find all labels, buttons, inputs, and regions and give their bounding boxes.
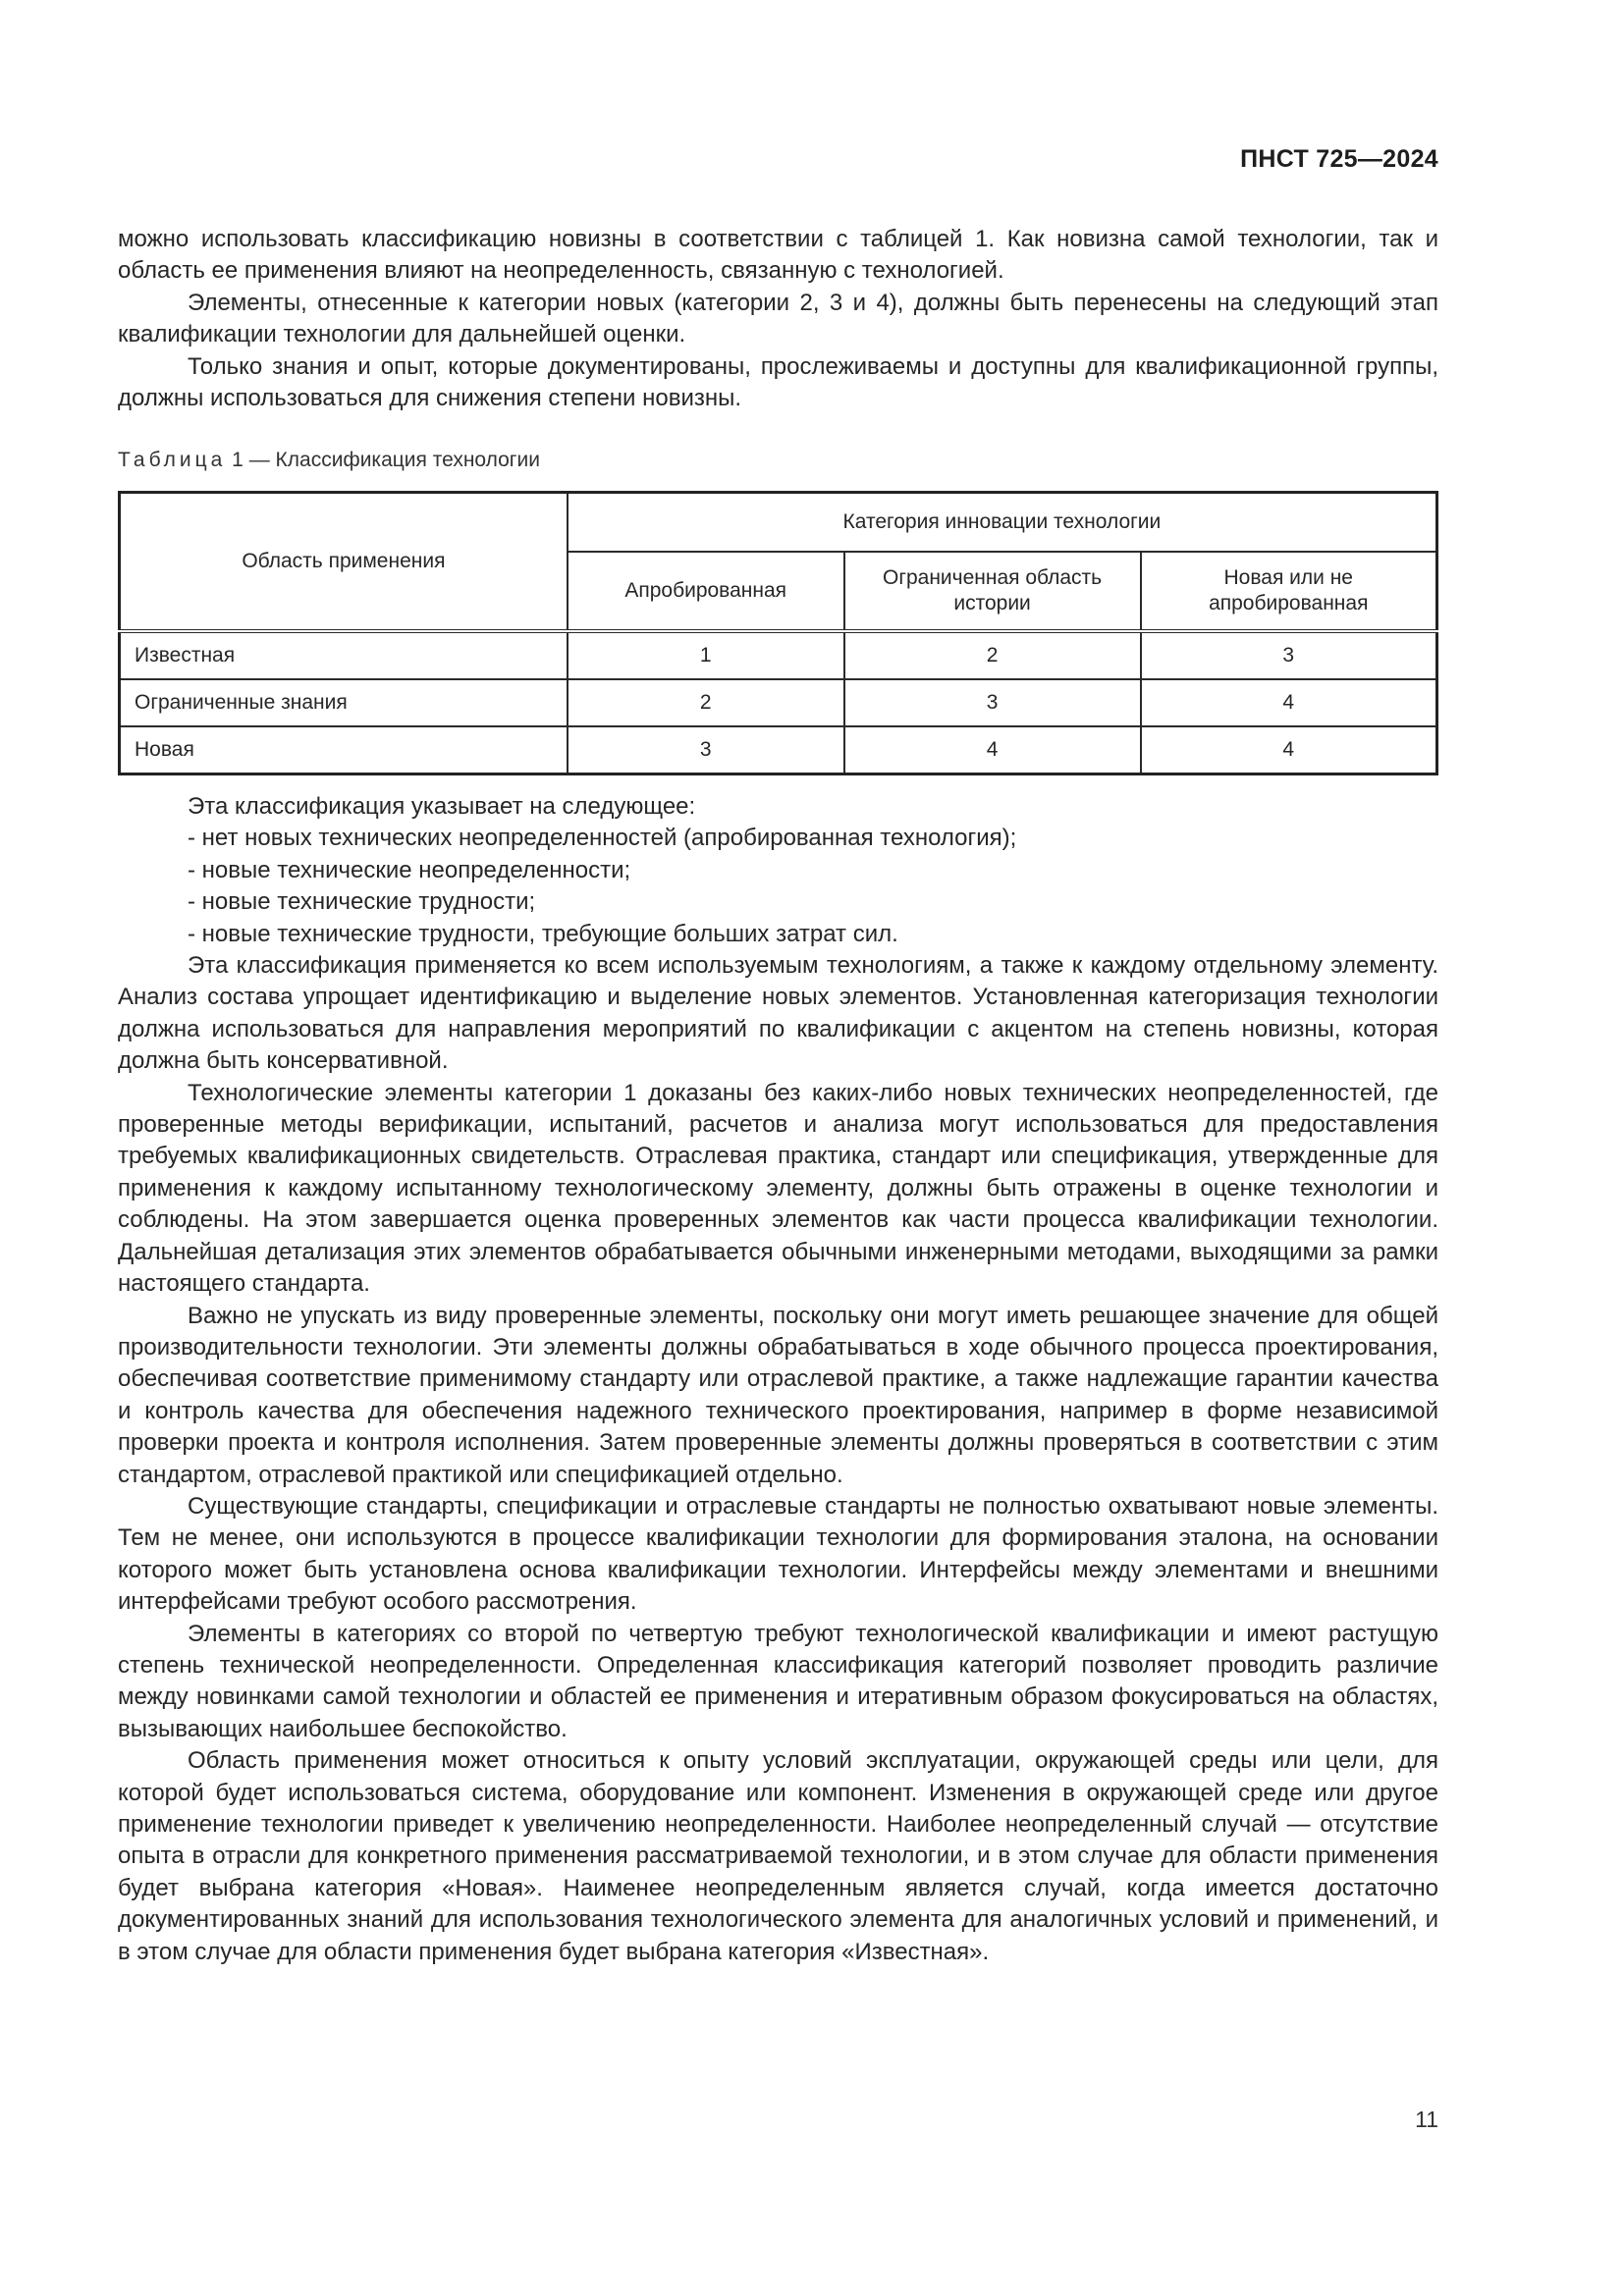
column-header: Ограниченная область истории <box>844 552 1141 631</box>
intro-section <box>118 224 1438 414</box>
paragraph: Существующие стандарты, спецификации и отраслевые стандарты не полностью охватывают новые элементы. Тем не менее, они используются в процессе квалификации технологии для формирования эталона, на основании которого может быть установлена основа квалификации технологии. Интерфейсы между элементами и внешними интерфейсами требуют особого рассмотрения. <box>118 1492 1438 1616</box>
paragraph: Технологические элементы категории 1 доказаны без каких-либо новых технических неопределенностей, где проверенные методы верификации, испытаний, расчетов и анализа могут использоваться для предоставления требуемых квалификационных свидетельств. Отраслевая практика, стандарт или спецификация, утвержденные для применения к каждому испытанному технологическому элементу, должны быть отражены в оценке технологии и соблюдены. На этом завершается оценка проверенных элементов как части процесса квалификации технологии. Дальнейшая детализация этих элементов обрабатывается обычными инженерными методами, выходящими за рамки настоящего стандарта. <box>118 1079 1438 1298</box>
table-caption-prefix: Таблица <box>118 449 227 471</box>
cell-value: 3 <box>568 726 844 774</box>
paragraph: Элементы, отнесенные к категории новых (категории 2, 3 и 4), должны быть перенесены на следующий этап квалификации технологии для дальнейшей оценки. <box>118 289 1438 348</box>
table-row <box>120 631 1437 679</box>
paragraph: можно использовать классификацию новизны в соответствии с таблицей 1. Как новизна самой технологии, так и область ее применения влияют на неопределенность, связанную с технологией. <box>118 226 1438 285</box>
list-item: - новые технические неопределенности; <box>188 856 631 883</box>
row-label: Ограниченные знания <box>120 679 568 726</box>
column-header: Апробированная <box>568 552 844 631</box>
table-row <box>120 679 1437 726</box>
table-row <box>120 726 1437 774</box>
row-label: Известная <box>120 631 568 679</box>
list-item: - новые технические трудности; <box>188 888 536 916</box>
table-caption <box>118 449 540 472</box>
table-caption-title: 1 — Классификация технологии <box>226 449 540 471</box>
paragraph: Только знания и опыт, которые документированы, прослеживаемы и доступны для квалификационной группы, должны использоваться для снижения степени новизны. <box>118 352 1438 412</box>
cell-value: 4 <box>1141 726 1437 774</box>
cell-value: 3 <box>1141 631 1437 679</box>
paragraph: Эта классификация применяется ко всем используемым технологиям, а также к каждому отдельному элементу. Анализ состава упрощает идентификацию и выделение новых элементов. Установленная категоризация технологии должна использоваться для направления мероприятий по квалификации с акцентом на степень новизны, которая должна быть консервативной. <box>118 952 1438 1075</box>
paragraph: Область применения может относиться к опыту условий эксплуатации, окружающей среды или цели, для которой будет использоваться система, оборудование или компонент. Изменения в окружающей среде или другое применение технологии приведет к увеличению неопределенности. Наиболее неопределенный случай — отсутствие опыта в отрасли для конкретного применения рассматриваемой технологии, и в этом случае для области применения будет выбрана категория «Новая». Наименее неопределенным является случай, когда имеется достаточно документированных знаний для использования технологического элемента для аналогичных условий и применений, и в этом случае для области применения будет выбрана категория «Известная». <box>118 1747 1438 1965</box>
group-header: Категория инновации технологии <box>568 493 1437 553</box>
document-id-header: ПНСТ 725—2024 <box>1240 145 1438 173</box>
column-header: Новая или не апробированная <box>1141 552 1437 631</box>
main-section <box>118 791 1438 1968</box>
row-label: Новая <box>120 726 568 774</box>
paragraph: Элементы в категориях со второй по четвертую требуют технологической квалификации и имеют растущую степень технической неопределенности. Определенная классификация категорий позволяет проводить различие между новинками самой технологии и областей ее применения и итеративным образом фокусироваться на областях, вызывающих наибольшее беспокойство. <box>118 1620 1438 1742</box>
page-number: 11 <box>1415 2107 1438 2132</box>
list-intro: Эта классификация указывает на следующее: <box>188 793 696 820</box>
list-item: - новые технические трудности, требующие больших затрат сил. <box>188 920 898 947</box>
cell-value: 3 <box>844 679 1141 726</box>
paragraph: Важно не упускать из виду проверенные элементы, поскольку они могут иметь решающее значение для общей производительности технологии. Эти элементы должны обрабатываться в ходе обычного процесса проектирования, обеспечивая соответствие применимому стандарту или отраслевой практике, а также надлежащие гарантии качества и контроль качества для обеспечения надежного технического проектирования, например в форме независимой проверки проекта и контроля исполнения. Затем проверенные элементы должны проверяться в соответствии с этим стандартом, отраслевой практикой или спецификацией отдельно. <box>118 1302 1438 1488</box>
cell-value: 2 <box>844 631 1141 679</box>
row-header-title: Область применения <box>120 493 568 632</box>
list-item: - нет новых технических неопределенностей (апробированная технология); <box>188 825 1017 852</box>
cell-value: 4 <box>1141 679 1437 726</box>
cell-value: 1 <box>568 631 844 679</box>
cell-value: 2 <box>568 679 844 726</box>
cell-value: 4 <box>844 726 1141 774</box>
classification-table <box>118 491 1438 775</box>
